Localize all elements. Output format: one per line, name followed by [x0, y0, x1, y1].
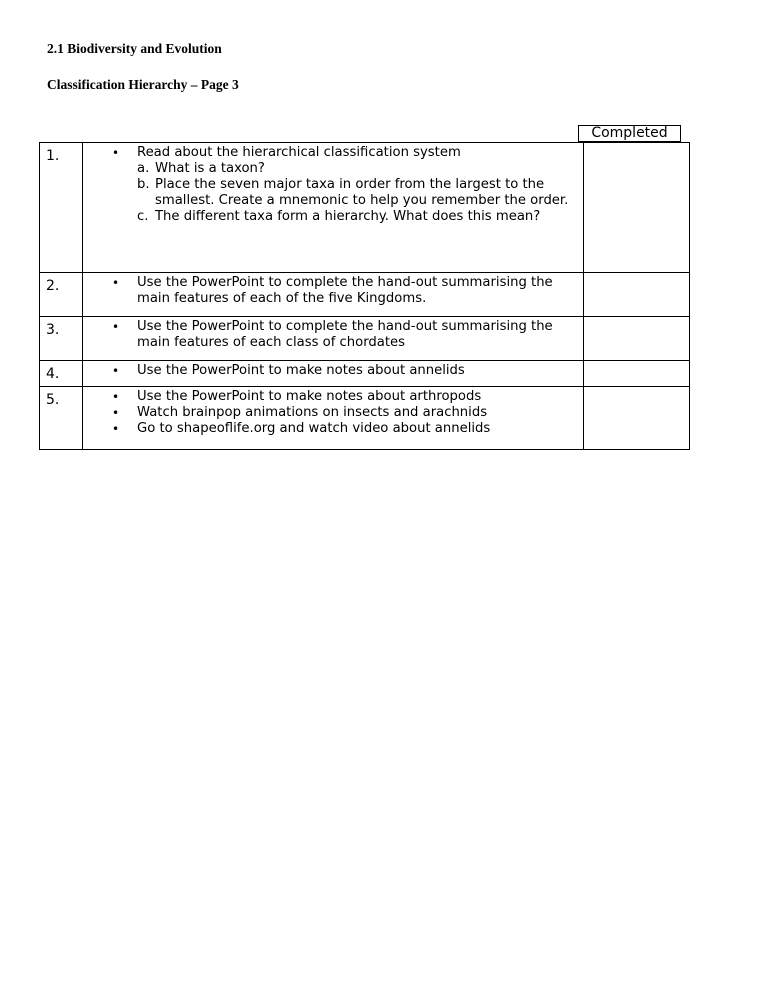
task-content: [83, 143, 584, 273]
sub-question-label: b.: [137, 177, 150, 192]
task-bullet: • Use the PowerPoint to make notes about annelids: [83, 363, 577, 379]
table-row: [40, 273, 690, 317]
sub-question-list: [83, 161, 577, 225]
task-number: 3.: [40, 317, 83, 361]
task-bullet: • Use the PowerPoint to complete the hand-out summarising the main features of each of the five Kingdoms.: [83, 275, 577, 307]
task-bullet: • Go to shapeoflife.org and watch video about annelids: [83, 421, 577, 437]
task-table: [39, 142, 690, 450]
completed-column-header: Completed: [578, 125, 681, 142]
task-content: [83, 317, 584, 361]
sub-question-text: What is a taxon?: [155, 161, 265, 176]
task-bullet: • Read about the hierarchical classification system: [83, 145, 577, 161]
section-subtitle: Classification Hierarchy – Page 3: [47, 77, 239, 92]
task-content: [83, 273, 584, 317]
completed-checkbox-cell[interactable]: [584, 387, 690, 450]
task-number: 1.: [40, 143, 83, 273]
sub-question: [83, 161, 577, 177]
task-bullet: • Watch brainpop animations on insects and arachnids: [83, 405, 577, 421]
sub-question-text: Place the seven major taxa in order from the largest to the smallest. Create a mnemonic to help you remember the order.: [155, 177, 569, 208]
table-row: [40, 143, 690, 273]
sub-question-text: The different taxa form a hierarchy. What does this mean?: [155, 209, 541, 224]
task-content: [83, 387, 584, 450]
table-row: [40, 317, 690, 361]
task-bullet: • Use the PowerPoint to complete the hand-out summarising the main features of each class of chordates: [83, 319, 577, 351]
sub-question-label: a.: [137, 161, 150, 176]
table-row: [40, 387, 690, 450]
completed-checkbox-cell[interactable]: [584, 143, 690, 273]
sub-question-label: c.: [137, 209, 149, 224]
completed-checkbox-cell[interactable]: [584, 317, 690, 361]
task-number: 2.: [40, 273, 83, 317]
task-bullet: • Use the PowerPoint to make notes about arthropods: [83, 389, 577, 405]
sub-question: [83, 177, 577, 209]
completed-checkbox-cell[interactable]: [584, 273, 690, 317]
document-title: 2.1 Biodiversity and Evolution: [47, 41, 222, 56]
completed-checkbox-cell[interactable]: [584, 361, 690, 387]
task-content: [83, 361, 584, 387]
task-number: 4.: [40, 361, 83, 387]
task-number: 5.: [40, 387, 83, 450]
sub-question: [83, 209, 577, 225]
table-row: [40, 361, 690, 387]
